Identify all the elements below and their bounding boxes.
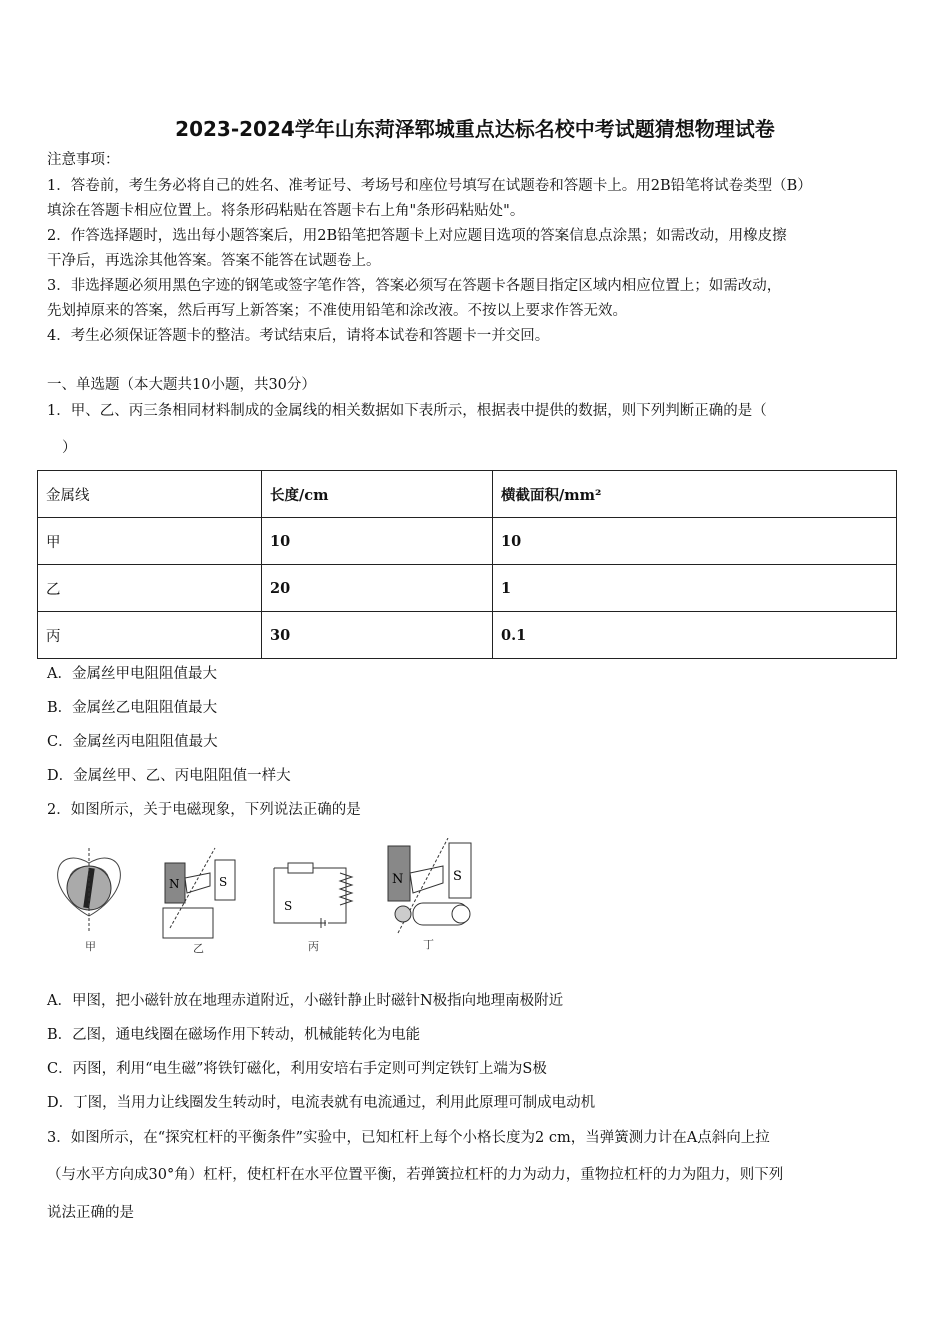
note-line: 4．考生必须保证答题卡的整洁。考试结束后，请将本试卷和答题卡一并交回。 — [47, 328, 550, 344]
table-cell: 30 — [262, 612, 493, 659]
q1-option-a: A．金属丝甲电阻阻值最大 — [47, 666, 217, 682]
table-cell: 丙 — [38, 612, 262, 659]
q3-stem-line: （与水平方向成30°角）杠杆，使杠杆在水平位置平衡，若弹簧拉杠杆的力为动力，重物拉杠杆的力为阻力，则下列 — [47, 1167, 784, 1183]
table-cell: 0.1 — [493, 612, 897, 659]
q1-stem-end: ） — [62, 440, 77, 456]
note-line: 先划掉原来的答案，然后再写上新答案；不准使用铅笔和涂改液。不按以上要求作答无效。 — [47, 303, 627, 319]
figure-caption: 丁 — [423, 938, 434, 951]
svg-text:N: N — [392, 872, 404, 887]
q2-option-c: C．丙图，利用“电生磁”将铁钉磁化，利用安培右手定则可判定铁钉上端为S极 — [47, 1061, 547, 1077]
table-row — [38, 612, 897, 659]
table-row — [38, 518, 897, 565]
svg-text:S: S — [453, 869, 462, 884]
note-line: 填涂在答题卡相应位置上。将条形码粘贴在答题卡右上角"条形码粘贴处"。 — [47, 203, 525, 219]
table-cell: 甲 — [38, 518, 262, 565]
figure-motor — [155, 838, 240, 958]
q3-stem-line: 说法正确的是 — [47, 1205, 134, 1221]
figure-earth-magnetism — [45, 838, 133, 958]
header-cell: 长度/cm — [262, 471, 493, 518]
header-cell: 横截面积/mm² — [493, 471, 897, 518]
table-row — [38, 565, 897, 612]
svg-text:S: S — [284, 899, 293, 913]
figure-caption: 乙 — [193, 942, 204, 955]
q2-option-d: D．丁图，当用力让线圈发生转动时，电流表就有电流通过，利用此原理可制成电动机 — [47, 1095, 596, 1111]
section-heading: 一、单选题（本大题共10小题，共30分） — [47, 377, 316, 393]
q1-option-b: B．金属丝乙电阻阻值最大 — [47, 700, 218, 716]
header-cell: 金属线 — [38, 471, 262, 518]
table-cell: 10 — [262, 518, 493, 565]
note-line: 干净后，再选涂其他答案。答案不能答在试题卷上。 — [47, 253, 381, 269]
q2-option-b: B．乙图，通电线圈在磁场作用下转动，机械能转化为电能 — [47, 1027, 421, 1043]
table-header-row — [38, 471, 897, 518]
figure-electromagnet — [266, 838, 358, 958]
q1-stem: 1．甲、乙、丙三条相同材料制成的金属线的相关数据如下表所示，根据表中提供的数据，则下列判断正确的是（ — [47, 403, 767, 419]
figure-caption: 甲 — [85, 940, 96, 953]
q1-option-c: C．金属丝丙电阻阻值最大 — [47, 734, 218, 750]
q1-data-table — [37, 470, 897, 659]
page-title: 2023-2024学年山东菏泽郓城重点达标名校中考试题猜想物理试卷 — [175, 117, 775, 141]
q2-stem: 2．如图所示，关于电磁现象，下列说法正确的是 — [47, 802, 361, 818]
q2-option-a: A．甲图，把小磁针放在地理赤道附近，小磁针静止时磁针N极指向地理南极附近 — [47, 993, 564, 1009]
table-cell: 10 — [493, 518, 897, 565]
figure-caption: 丙 — [308, 940, 319, 953]
svg-text:N: N — [169, 877, 180, 891]
table-cell: 20 — [262, 565, 493, 612]
note-line: 2．作答选择题时，选出每小题答案后，用2B铅笔把答题卡上对应题目选项的答案信息点涂黑；如需改动，用橡皮擦 — [47, 228, 787, 244]
table-cell: 乙 — [38, 565, 262, 612]
notes-heading: 注意事项： — [47, 152, 120, 168]
svg-text:S: S — [219, 875, 228, 889]
table-cell: 1 — [493, 565, 897, 612]
q1-option-d: D．金属丝甲、乙、丙电阻阻值一样大 — [47, 768, 291, 784]
figure-generator — [383, 838, 475, 958]
note-line: 3．非选择题必须用黑色字迹的钢笔或签字笔作答，答案必须写在答题卡各题目指定区域内相应位置上；如需改动， — [47, 278, 782, 294]
note-line: 1．答卷前，考生务必将自己的姓名、准考证号、考场号和座位号填写在试题卷和答题卡上。用2B铅笔将试卷类型（B） — [47, 178, 812, 194]
q3-stem-line: 3．如图所示，在“探究杠杆的平衡条件”实验中，已知杠杆上每个小格长度为2 cm，当弹簧测力计在A点斜向上拉 — [47, 1130, 770, 1146]
